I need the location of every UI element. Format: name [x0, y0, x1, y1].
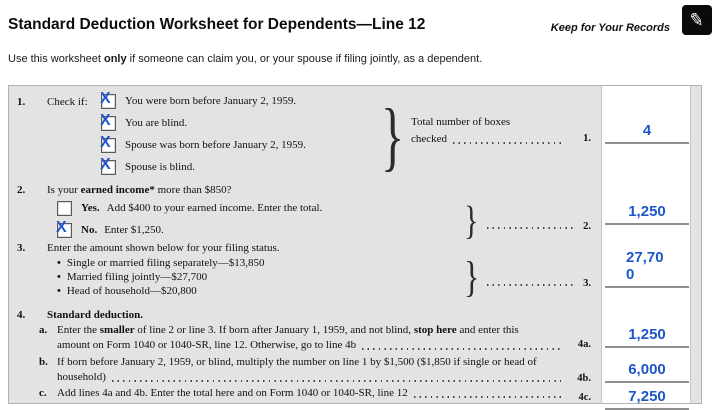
checkbox-label: Spouse is blind.: [125, 161, 195, 173]
page-title: Standard Deduction Worksheet for Dependents—Line 12: [8, 16, 426, 33]
line1-ref: 1.: [583, 133, 591, 144]
line3-amount: 27,700: [626, 249, 664, 283]
bullet-text: Married filing jointly—$27,700: [66, 271, 208, 283]
line4-number: 4.: [17, 309, 26, 321]
line4b-text-line1: If born before January 2, 1959, or blind, multiply the number on line 1 by $1,500 ($1,850 if single or head of: [57, 356, 537, 368]
line4c-ref: 4c.: [578, 392, 591, 403]
option-no-label: No.: [81, 224, 98, 236]
line4a-text-line1: Enter the smaller of line 2 or line 3. If born after January 1, 1959, and not blind, stop here and enter this: [57, 324, 519, 336]
check-x-icon: X: [100, 134, 111, 151]
checkbox-yes[interactable]: [57, 201, 72, 216]
line4a-amount: 1,250: [628, 326, 666, 343]
line4a-ref: 4a.: [577, 339, 591, 350]
line4a-text: [57, 324, 567, 352]
check-x-icon: X: [100, 156, 111, 173]
bullet-icon: •: [57, 271, 61, 283]
option-row-no: [56, 219, 164, 238]
line4c-amount: 7,250: [628, 388, 666, 405]
line3-ref: 3.: [583, 278, 591, 289]
line1-label: Check if:: [47, 96, 88, 108]
line4a-text-line2: amount on Form 1040 or 1040-SR, line 12. Otherwise, go to line 4b: [57, 338, 357, 351]
checkbox-you-blind[interactable]: [100, 112, 116, 131]
bullet-text: Single or married filing separately—$13,850: [66, 257, 265, 269]
option-no-desc: Enter $1,250.: [104, 224, 164, 236]
checkbox-spouse-blind[interactable]: [100, 156, 116, 175]
dotted-leader: [362, 348, 561, 350]
checkbox-label: You were born before January 2, 1959.: [125, 95, 297, 107]
checkbox-spouse-born-before[interactable]: [100, 134, 116, 153]
line3-number: 3.: [17, 242, 26, 254]
brace-icon: }: [464, 197, 479, 243]
option-yes-text: [81, 201, 322, 215]
bullet-single: [57, 257, 265, 270]
line3-text: Enter the amount shown below for your filing status.: [47, 242, 280, 254]
option-row-yes: [57, 201, 322, 216]
brace-icon: }: [464, 251, 480, 300]
bullet-icon: •: [57, 257, 61, 269]
line2-amount-field[interactable]: [605, 203, 689, 225]
line1-amount: 4: [642, 122, 652, 139]
line4c-text-line: Add lines 4a and 4b. Enter the total here and on Form 1040 or 1040-SR, line 12: [57, 387, 408, 399]
bullet-mfj: [57, 271, 207, 284]
checkbox-row-born-before: [100, 90, 297, 109]
check-x-icon: X: [100, 90, 111, 107]
line2-amount: 1,250: [628, 203, 666, 220]
option-no-text: [81, 223, 164, 237]
checkbox-row-you-blind: [100, 112, 188, 131]
dotted-leader: [453, 142, 561, 144]
checkbox-no[interactable]: [56, 219, 72, 238]
dotted-leader: [414, 396, 561, 398]
option-yes-label: Yes.: [81, 202, 100, 214]
check-x-icon: X: [100, 112, 111, 129]
line4c-amount-field[interactable]: [605, 388, 689, 410]
bullet-text: Head of household—$20,800: [66, 285, 197, 297]
line4c-text: [57, 387, 567, 400]
total-boxes-label-line1: Total number of boxes: [411, 116, 511, 128]
line4a-amount-field[interactable]: [605, 326, 689, 348]
line2-number: 2.: [17, 184, 26, 196]
line4-heading: Standard deduction.: [47, 309, 143, 321]
line4a-letter: a.: [39, 324, 48, 336]
option-yes-desc: Add $400 to your earned income. Enter the total.: [106, 202, 323, 214]
pencil-icon: [682, 5, 712, 35]
line3-amount-field[interactable]: [605, 249, 689, 288]
check-x-icon: X: [56, 219, 67, 236]
line4b-amount-field[interactable]: [605, 361, 689, 383]
line4b-letter: b.: [39, 356, 48, 368]
brace-icon: }: [381, 93, 405, 179]
line1-number: 1.: [17, 96, 26, 108]
checkbox-row-spouse-blind: [100, 156, 195, 175]
line2-question: Is your earned income* more than $850?: [47, 184, 232, 196]
line4b-text: [57, 356, 567, 384]
bullet-icon: •: [57, 285, 61, 297]
line4b-ref: 4b.: [577, 373, 591, 384]
line4b-text-line2: household): [57, 370, 106, 383]
line4c-letter: c.: [39, 387, 47, 399]
checkbox-label: Spouse was born before January 2, 1959.: [125, 139, 306, 151]
keep-for-records-label: Keep for Your Records: [550, 22, 670, 34]
line1-amount-field[interactable]: [605, 122, 689, 144]
line1-total-label: [411, 116, 567, 146]
checkbox-row-spouse-born-before: [100, 134, 306, 153]
worksheet-box: [8, 85, 702, 404]
intro-text: Use this worksheet only if someone can claim you, or your spouse if filing jointly, as a dependent.: [8, 53, 483, 65]
total-boxes-label-line2: checked: [411, 133, 448, 145]
pencil-glyph: ✎: [688, 9, 706, 31]
line4b-amount: 6,000: [628, 361, 666, 378]
dotted-leader: [112, 380, 561, 382]
line2-ref: 2.: [583, 221, 591, 232]
checkbox-label: You are blind.: [125, 117, 188, 129]
bullet-hoh: [57, 285, 197, 298]
checkbox-you-born-before[interactable]: [100, 90, 116, 109]
